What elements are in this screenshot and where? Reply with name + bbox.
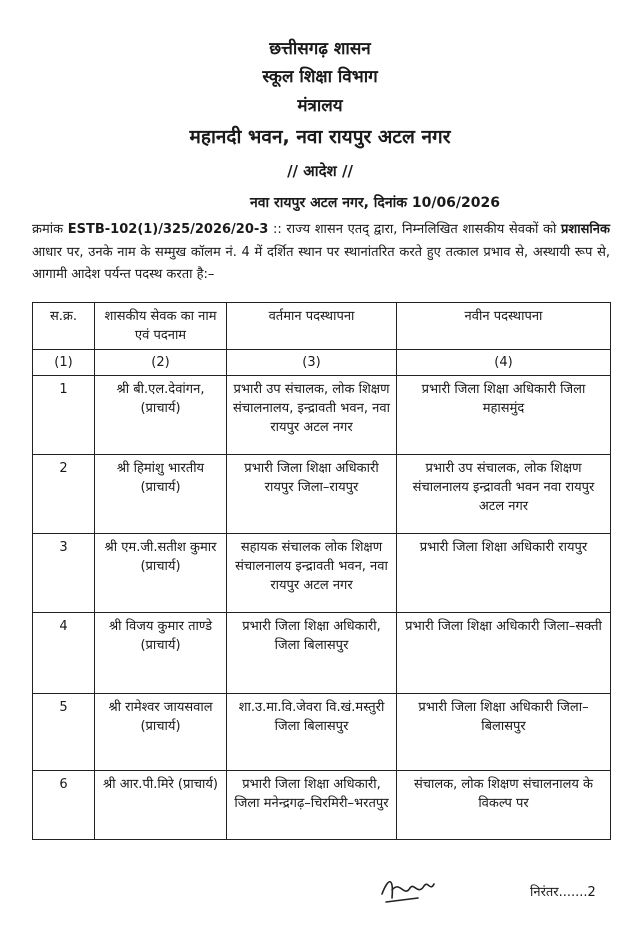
table-row bbox=[33, 455, 611, 534]
table-row bbox=[33, 613, 611, 694]
row-name: श्री आर.पी.मिरे (प्राचार्य) bbox=[95, 771, 227, 840]
paragraph-part2: आधार पर, उनके नाम के सम्मुख कॉलम नं. 4 में दर्शित स्थान पर स्थानांतरित करते हुए तत्काल प्रभाव से, अस्थायी रूप से, आगामी आदेश पर्यन्त पदस्थ करता है:– bbox=[32, 244, 610, 282]
header-government: छत्तीसगढ़ शासन bbox=[269, 39, 371, 59]
order-paragraph bbox=[32, 219, 610, 287]
header-ministry: मंत्रालय bbox=[297, 96, 343, 116]
row-current-posting: शा.उ.मा.वि.जेवरा वि.खं.मस्तुरी जिला बिलासपुर bbox=[227, 694, 397, 771]
table-row bbox=[33, 534, 611, 613]
row-sno: 2 bbox=[33, 455, 95, 534]
index-cell: (1) bbox=[33, 350, 95, 376]
row-new-posting: संचालक, लोक शिक्षण संचालनालय के विकल्प पर bbox=[397, 771, 611, 840]
row-name: श्री विजय कुमार ताण्डे (प्राचार्य) bbox=[95, 613, 227, 694]
header-department: स्कूल शिक्षा विभाग bbox=[262, 67, 378, 87]
row-current-posting: प्रभारी उप संचालक, लोक शिक्षण संचालनालय, इन्द्रावती भवन, नवा रायपुर अटल नगर bbox=[227, 376, 397, 455]
header-current: वर्तमान पदस्थापना bbox=[227, 303, 397, 350]
table-row bbox=[33, 694, 611, 771]
table-row bbox=[33, 771, 611, 840]
row-current-posting: प्रभारी जिला शिक्षा अधिकारी रायपुर जिला–रायपुर bbox=[227, 455, 397, 534]
row-name: श्री रामेश्वर जायसवाल (प्राचार्य) bbox=[95, 694, 227, 771]
header-name: शासकीय सेवक का नाम एवं पदनाम bbox=[95, 303, 227, 350]
header-sno: स.क्र. bbox=[33, 303, 95, 350]
row-current-posting: सहायक संचालक लोक शिक्षण संचालनालय इन्द्रावती भवन, नवा रायपुर अटल नगर bbox=[227, 534, 397, 613]
row-new-posting: प्रभारी उप संचालक, लोक शिक्षण संचालनालय इन्द्रावती भवन नवा रायपुर अटल नगर bbox=[397, 455, 611, 534]
index-cell: (3) bbox=[227, 350, 397, 376]
row-name: श्री हिमांशु भारतीय (प्राचार्य) bbox=[95, 455, 227, 534]
row-new-posting: प्रभारी जिला शिक्षा अधिकारी जिला महासमुंद bbox=[397, 376, 611, 455]
index-cell: (2) bbox=[95, 350, 227, 376]
header-new: नवीन पदस्थापना bbox=[397, 303, 611, 350]
header-address: महानदी भवन, नवा रायपुर अटल नगर bbox=[189, 126, 451, 148]
row-sno: 4 bbox=[33, 613, 95, 694]
row-sno: 3 bbox=[33, 534, 95, 613]
date-line: नवा रायपुर अटल नगर, दिनांक 10/06/2026 bbox=[250, 195, 501, 211]
table-row bbox=[33, 376, 611, 455]
row-sno: 1 bbox=[33, 376, 95, 455]
paragraph-bold-word: प्रशासनिक bbox=[561, 222, 610, 237]
row-name: श्री एम.जी.सतीश कुमार (प्राचार्य) bbox=[95, 534, 227, 613]
continued-label: निरंतर.......2 bbox=[530, 885, 596, 900]
row-new-posting: प्रभारी जिला शिक्षा अधिकारी जिला–बिलासपुर bbox=[397, 694, 611, 771]
signature-mark bbox=[378, 868, 438, 908]
table-header-row bbox=[33, 303, 611, 350]
row-current-posting: प्रभारी जिला शिक्षा अधिकारी, जिला बिलासपुर bbox=[227, 613, 397, 694]
order-title: // आदेश // bbox=[287, 162, 353, 180]
row-new-posting: प्रभारी जिला शिक्षा अधिकारी जिला–सक्ती bbox=[397, 613, 611, 694]
paragraph-part1: :: राज्य शासन एतद् द्वारा, निम्नलिखित शासकीय सेवकों को bbox=[273, 222, 557, 237]
row-sno: 5 bbox=[33, 694, 95, 771]
row-name: श्री बी.एल.देवांगन, (प्राचार्य) bbox=[95, 376, 227, 455]
ref-number: ESTB-102(1)/325/2026/20-3 bbox=[67, 222, 269, 237]
table-index-row bbox=[33, 350, 611, 376]
index-cell: (4) bbox=[397, 350, 611, 376]
transfer-table bbox=[32, 302, 611, 840]
row-current-posting: प्रभारी जिला शिक्षा अधिकारी, जिला मनेन्द्रगढ़–चिरमिरी–भरतपुर bbox=[227, 771, 397, 840]
row-sno: 6 bbox=[33, 771, 95, 840]
row-new-posting: प्रभारी जिला शिक्षा अधिकारी रायपुर bbox=[397, 534, 611, 613]
ref-label: क्रमांक bbox=[32, 222, 64, 237]
